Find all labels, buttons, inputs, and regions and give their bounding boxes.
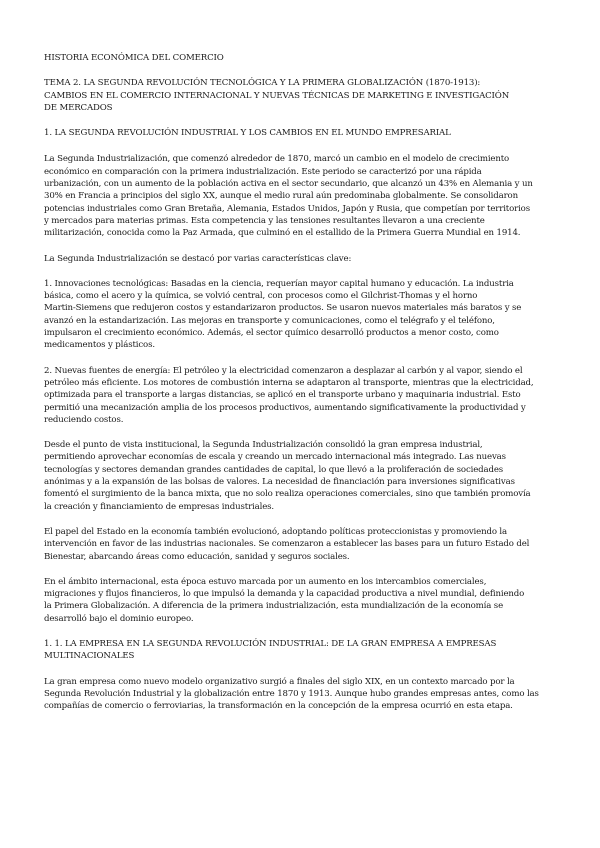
paragraph-line: económico en comparación con la primera industrialización. Este periodo se caracterizó por una rápida <box>44 166 482 177</box>
tema-title <box>44 77 556 114</box>
tema-title-line: TEMA 2. LA SEGUNDA REVOLUCIÓN TECNOLÓGICA Y LA PRIMERA GLOBALIZACIÓN (1870-1913): <box>44 78 481 89</box>
paragraph-characteristics <box>44 253 556 265</box>
paragraph-line: 2. Nuevas fuentes de energía: El petróleo y la electricidad comenzaron a desplazar al carbón y al vapor, siendo el <box>44 365 523 376</box>
section-1-1-heading <box>44 638 556 663</box>
paragraph-line: fomentó el surgimiento de la banca mixta, que no solo realiza operaciones comerciales, sino que también promovía <box>44 489 531 500</box>
paragraph-line: Segunda Revolución Industrial y la globalización entre 1870 y 1913. Aunque hubo grandes empresas antes, como las <box>44 688 539 699</box>
paragraph-line: compañías de comercio o ferroviarias, la transformación en la concepción de la empresa ocurrió en esta etapa. <box>44 701 513 712</box>
paragraph-state <box>44 526 556 563</box>
paragraph-innovations <box>44 278 556 352</box>
paragraph-line: permitió una mecanización amplia de los procesos productivos, aumentando significativamente la productividad y <box>44 402 526 413</box>
paragraph-line: Bienestar, abarcando áreas como educación, sanidad y seguros sociales. <box>44 551 350 562</box>
section-1-heading <box>44 127 556 139</box>
paragraph-line: potencias industriales como Gran Bretaña, Alemania, Estados Unidos, Japón y Rusia, que competían por territorios <box>44 203 530 214</box>
document-title-line: HISTORIA ECONÓMICA DEL COMERCIO <box>44 53 224 63</box>
tema-title-line: CAMBIOS EN EL COMERCIO INTERNACIONAL Y NUEVAS TÉCNICAS DE MARKETING E INVESTIGACIÓN <box>44 90 510 101</box>
paragraph-line: básica, como el acero y la química, se volvió central, con procesos como el Gilchrist-Thomas y el horno <box>44 291 478 302</box>
paragraph-line: 1. Innovaciones tecnológicas: Basadas en la ciencia, requerían mayor capital humano y educación. La industria <box>44 278 514 289</box>
section-heading-line: 1. 1. LA EMPRESA EN LA SEGUNDA REVOLUCIÓN INDUSTRIAL: DE LA GRAN EMPRESA A EMPRESAS <box>44 638 497 649</box>
paragraph-line: tecnologías y sectores demandan grandes cantidades de capital, lo que llevó a la proliferación de sociedades <box>44 464 504 475</box>
page-content <box>44 52 556 725</box>
paragraph-line: Desde el punto de vista institucional, la Segunda Industrialización consolidó la gran empresa industrial, <box>44 440 483 451</box>
paragraph-line: militarización, conocida como la Paz Armada, que culminó en el estallido de la Primera Guerra Mundial en 1914. <box>44 228 521 239</box>
tema-title-line: DE MERCADOS <box>44 102 113 113</box>
paragraph-line: El papel del Estado en la economía también evolucionó, adoptando políticas proteccionistas y promoviendo la <box>44 526 508 537</box>
paragraph-line: La Segunda Industrialización se destacó por varias características clave: <box>44 253 352 264</box>
paragraph-line: permitiendo aprovechar economías de escala y creando un mercado internacional más integrado. Las nuevas <box>44 452 506 463</box>
paragraph-line: reduciendo costos. <box>44 414 124 425</box>
paragraph-energy <box>44 365 556 426</box>
paragraph-line: migraciones y flujos financieros, lo que impulsó la demanda y la capacidad productiva a nivel mundial, definiendo <box>44 589 525 600</box>
paragraph-line: y mercados para materias primas. Esta competencia y las tensiones resultantes llevaron a una creciente <box>44 215 485 226</box>
paragraph-intro <box>44 153 556 239</box>
paragraph-line: impulsaron el crecimiento económico. Además, el sector químico desarrolló productos a menor costo, como <box>44 328 499 339</box>
paragraph-line: La gran empresa como nuevo modelo organizativo surgió a finales del siglo XIX, en un contexto marcado por la <box>44 676 515 687</box>
paragraph-line: medicamentos y plásticos. <box>44 340 155 351</box>
paragraph-line: petróleo más eficiente. Los motores de combustión interna se adaptaron al transporte, mientras que la electricidad, <box>44 377 534 388</box>
paragraph-line: optimizada para el transporte a largas distancias, se aplicó en el transporte urbano y maquinaria industrial. Esto <box>44 390 521 401</box>
paragraph-line: avanzó en la estandarización. Las mejoras en transporte y comunicaciones, como el telégrafo y el teléfono, <box>44 315 495 326</box>
paragraph-line: Martin-Siemens que redujeron costos y estandarizaron productos. Se usaron nuevos materiales más baratos y se <box>44 303 522 314</box>
paragraph-line: 30% en Francia a principios del siglo XX, aunque el medio rural aún predominaba globalmente. Se consolidaron <box>44 191 518 202</box>
paragraph-line: la Primera Globalización. A diferencia de la primera industrialización, esta mundialización de la economía se <box>44 601 504 612</box>
paragraph-line: intervención en favor de las industrias nacionales. Se comenzaron a establecer las bases para un futuro Estado del <box>44 539 530 550</box>
paragraph-line: anónimas y a la expansión de las bolsas de valores. La necesidad de financiación para inversiones significativas <box>44 477 515 488</box>
paragraph-institutional <box>44 439 556 513</box>
paragraph-line: desarrolló bajo el dominio europeo. <box>44 613 194 624</box>
paragraph-line: la creación y financiamiento de empresas industriales. <box>44 501 274 512</box>
section-heading-line: 1. LA SEGUNDA REVOLUCIÓN INDUSTRIAL Y LOS CAMBIOS EN EL MUNDO EMPRESARIAL <box>44 128 451 139</box>
paragraph-line: La Segunda Industrialización, que comenzó alrededor de 1870, marcó un cambio en el modelo de crecimiento <box>44 154 510 165</box>
document-title <box>44 52 556 64</box>
paragraph-international <box>44 576 556 625</box>
paragraph-line: En el ámbito internacional, esta época estuvo marcada por un aumento en los intercambios comerciales, <box>44 576 487 587</box>
paragraph-line: urbanización, con un aumento de la población activa en el sector secundario, que alcanzó un 43% en Alemania y un <box>44 179 533 190</box>
section-heading-line: MULTINACIONALES <box>44 651 135 662</box>
paragraph-gran-empresa <box>44 676 556 713</box>
